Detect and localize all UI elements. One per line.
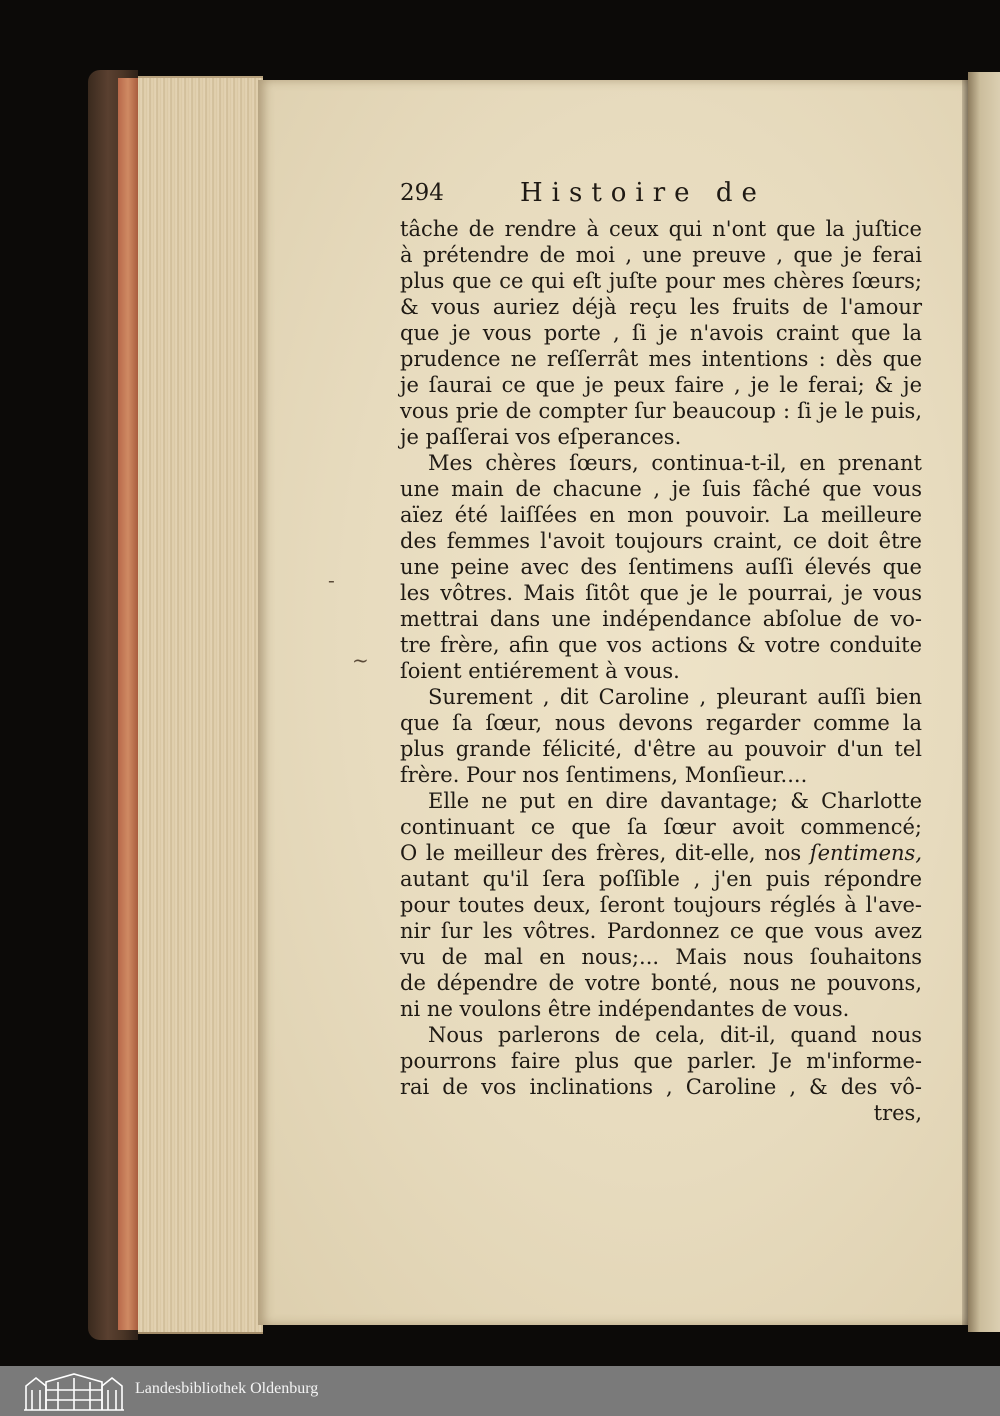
text-line: vu de mal en nous;... Mais nous ſouhaitons <box>400 945 922 969</box>
text-line: plus que ce qui eſt juſte pour mes chères ſœurs; <box>400 269 922 293</box>
page-stack <box>138 76 263 1334</box>
text-line: que ſa ſœur, nous devons regarder comme la <box>400 711 922 735</box>
text-lines <box>400 216 922 1100</box>
text-line: tre frère, afin que vos actions & votre conduite <box>400 633 922 657</box>
text-line: vous prie de compter ſur beaucoup : ſi je le puis, <box>400 399 922 423</box>
text-line: & vous auriez déjà reçu les fruits de l'amour <box>400 295 922 319</box>
text-line: à prétendre de moi , une preuve , que je ferai <box>400 243 922 267</box>
text-line: Nous parlerons de cela, dit-il, quand nous <box>428 1023 922 1047</box>
text-line <box>400 840 922 866</box>
text-line: ni ne voulons être indépendantes de vous. <box>400 997 850 1021</box>
margin-mark: - <box>328 568 335 592</box>
text-line: des femmes l'avoit toujours craint, ce doit être <box>400 529 922 553</box>
text-line: prudence ne reſſerrât mes intentions : dès que <box>400 347 922 371</box>
text-line: frère. Pour nos ſentimens, Monſieur.... <box>400 763 808 787</box>
page-text <box>400 170 922 1126</box>
footer-band <box>0 1366 1000 1416</box>
text-line: rai de vos inclinations , Caroline , & des vô- <box>400 1075 922 1099</box>
text-line: Surement , dit Caroline , pleurant auſſi bien <box>428 685 922 709</box>
text-line: plus grande félicité, d'être au pouvoir d'un tel <box>400 737 922 761</box>
italic-word: ſentimens, <box>809 841 922 865</box>
text-line: autant qu'il ſera poſſible , j'en puis répondre <box>400 867 922 891</box>
text-line: mettrai dans une indépendance abſolue de vo- <box>400 607 922 631</box>
facing-page-edge <box>968 72 1000 1332</box>
text-line-segment: O le meilleur des frères, dit-elle, nos <box>400 841 810 865</box>
library-name: Landesbibliothek Oldenburg <box>135 1380 319 1397</box>
text-line: pour toutes deux, ſeront toujours réglés à l'ave- <box>400 893 922 917</box>
text-line: que je vous porte , ſi je n'avois craint que la <box>400 321 922 345</box>
running-title: Histoire de <box>520 178 766 208</box>
text-line: pourrons faire plus que parler. Je m'informe- <box>400 1049 922 1073</box>
text-line: de dépendre de votre bonté, nous ne pouvons, <box>400 971 922 995</box>
page-header <box>400 170 922 216</box>
text-line: Mes chères ſœurs, continua-t-il, en prenant <box>428 451 922 475</box>
text-line: aïez été laiſſées en mon pouvoir. La meilleure <box>400 503 922 527</box>
text-line: continuant ce que ſa ſœur avoit commencé; <box>400 815 922 839</box>
text-line: les vôtres. Mais ſitôt que je le pourrai, je vous <box>400 581 922 605</box>
text-line: ſoient entiérement à vous. <box>400 659 680 683</box>
text-line: une main de chacune , je ſuis fâché que vous <box>400 477 922 501</box>
text-line: Elle ne put en dire davantage; & Charlotte <box>428 789 922 813</box>
text-line: tâche de rendre à ceux qui n'ont que la juſtice <box>400 217 922 241</box>
text-line: nir ſur les vôtres. Pardonnez ce que vous avez <box>400 919 922 943</box>
text-line: une peine avec des ſentimens auſſi élevés que <box>400 555 922 579</box>
library-building-logo-icon <box>22 1372 126 1412</box>
margin-mark: ~ <box>352 648 369 672</box>
page-edge-red <box>118 78 138 1330</box>
page-number: 294 <box>400 180 444 206</box>
text-line: je ſaurai ce que je peux faire , je le ferai; & je <box>400 373 922 397</box>
text-line: je paſſerai vos eſperances. <box>400 425 682 449</box>
catchword: tres, <box>873 1101 922 1125</box>
